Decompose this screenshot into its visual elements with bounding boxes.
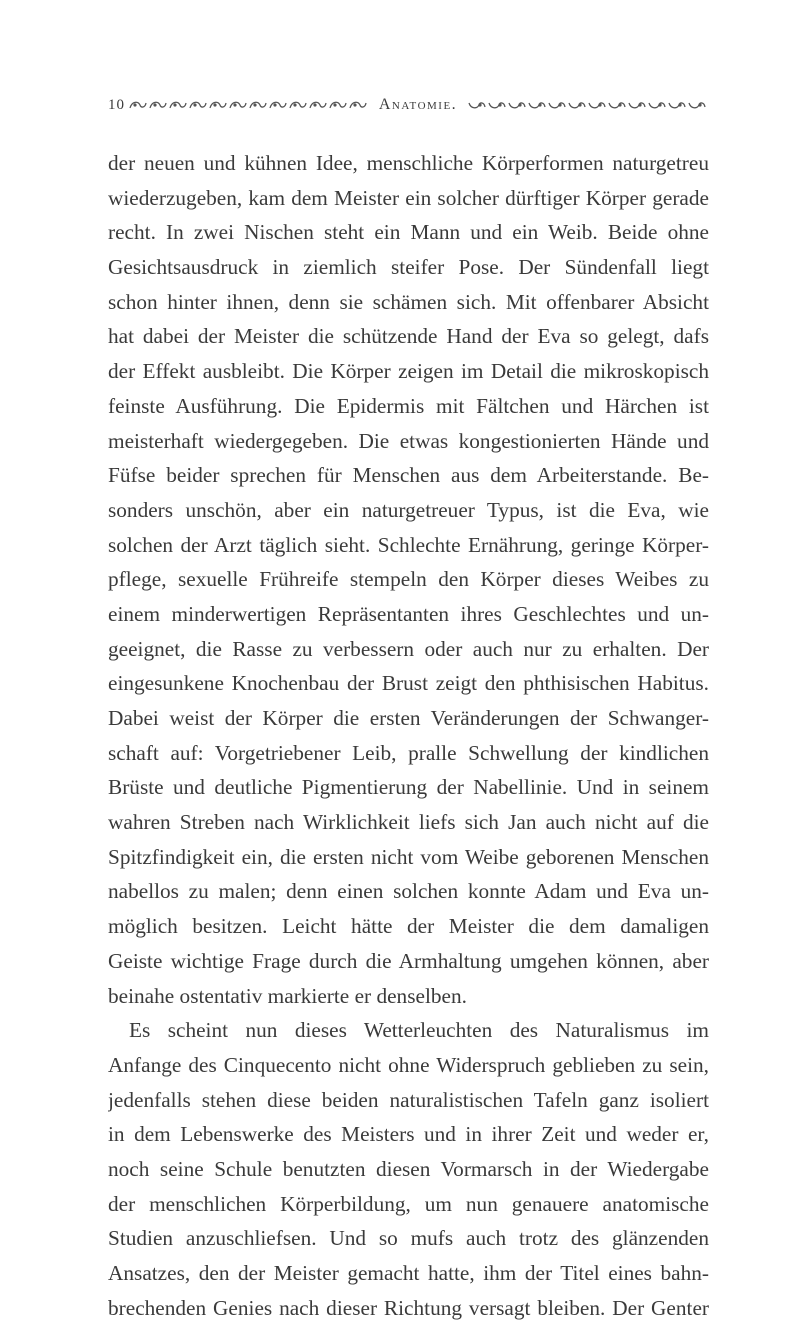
text-line: nabellos zu malen; denn einen solchen konnte Adam und Eva un- <box>108 879 709 904</box>
text-line: feinste Ausführung. Die Epidermis mit Fältchen und Härchen ist <box>108 393 709 418</box>
text-line: recht. In zwei Nischen steht ein Mann und ein Weib. Beide ohne <box>108 220 709 245</box>
text-line: schaft auf: Vorgetriebener Leib, pralle Schwellung der kindlichen <box>108 740 709 765</box>
body-text <box>108 146 709 1325</box>
paragraph-end-line: beinahe ostentativ markierte er denselben. <box>108 983 467 1008</box>
ornament-band-left <box>128 99 369 111</box>
running-header <box>108 93 708 117</box>
text-line: eingesunkene Knochenbau der Brust zeigt den phthisischen Habitus. <box>108 671 709 696</box>
ornament-band-left-graphic <box>128 99 369 111</box>
text-line: Füfse beider sprechen für Menschen aus dem Arbeiterstande. Be- <box>108 463 709 488</box>
text-line: wahren Streben nach Wirklichkeit liefs sich Jan auch nicht auf die <box>108 810 709 835</box>
ornament-band-right <box>467 99 708 111</box>
text-line: möglich besitzen. Leicht hätte der Meister die dem damaligen <box>108 914 709 939</box>
text-line: noch seine Schule benutzten diesen Vormarsch in der Wiedergabe <box>108 1156 709 1181</box>
text-line: schon hinter ihnen, denn sie schämen sich. Mit offenbarer Absicht <box>108 289 709 314</box>
text-line: solchen der Arzt täglich sieht. Schlechte Ernährung, geringe Körper- <box>108 532 709 557</box>
text-line: Dabei weist der Körper die ersten Veränderungen der Schwanger- <box>108 706 709 730</box>
text-line: Brüste und deutliche Pigmentierung der Nabellinie. Und in seinem <box>108 775 709 800</box>
text-line: in dem Lebenswerke des Meisters und in ihrer Zeit und weder er, <box>108 1122 709 1147</box>
text-line: sonders unschön, aber ein naturgetreuer Typus, ist die Eva, wie <box>108 497 709 522</box>
running-title: Anatomie. <box>378 96 458 113</box>
text-line: jedenfalls stehen diese beiden naturalistischen Tafeln ganz isoliert <box>108 1087 709 1112</box>
text-line: geeignet, die Rasse zu verbessern oder auch nur zu erhalten. Der <box>108 636 709 661</box>
text-line: hat dabei der Meister die schützende Hand der Eva so gelegt, dafs <box>108 324 709 349</box>
text-line: Spitzfindigkeit ein, die ersten nicht vom Weibe geborenen Menschen <box>108 844 709 869</box>
text-line: der neuen und kühnen Idee, menschliche Körperformen naturgetreu <box>108 151 709 175</box>
text-line: der menschlichen Körperbildung, um nun genauere anatomische <box>108 1191 709 1216</box>
text-line: wiederzugeben, kam dem Meister ein solcher dürftiger Körper gerade <box>108 185 709 210</box>
text-line: der Effekt ausbleibt. Die Körper zeigen im Detail die mikroskopisch <box>108 359 709 384</box>
paragraph-start-line: Es scheint nun dieses Wetterleuchten des Naturalismus im <box>129 1018 709 1043</box>
text-line: Ansatzes, den der Meister gemacht hatte, ihm der Titel eines bahn- <box>108 1261 709 1285</box>
ornament-band-right-graphic <box>467 99 708 111</box>
text-line: pflege, sexuelle Frühreife stempeln den Körper dieses Weibes zu <box>108 567 709 592</box>
text-line: Geiste wichtige Frage durch die Armhaltung umgehen können, aber <box>108 948 709 973</box>
text-line: brechenden Genies nach dieser Richtung versagt bleiben. Der Genter <box>108 1295 709 1320</box>
page-number: 10 <box>108 96 125 113</box>
text-line: meisterhaft wiedergegeben. Die etwas kongestionierten Hände und <box>108 428 709 453</box>
text-line: Anfange des Cinquecento nicht ohne Widerspruch geblieben zu sein, <box>108 1052 709 1077</box>
text-line: einem minderwertigen Repräsentanten ihres Geschlechtes und un- <box>108 601 709 626</box>
text-line: Gesichtsausdruck in ziemlich steifer Pose. Der Sündenfall liegt <box>108 255 709 280</box>
text-line: Studien anzuschliefsen. Und so mufs auch trotz des glänzenden <box>108 1226 709 1251</box>
